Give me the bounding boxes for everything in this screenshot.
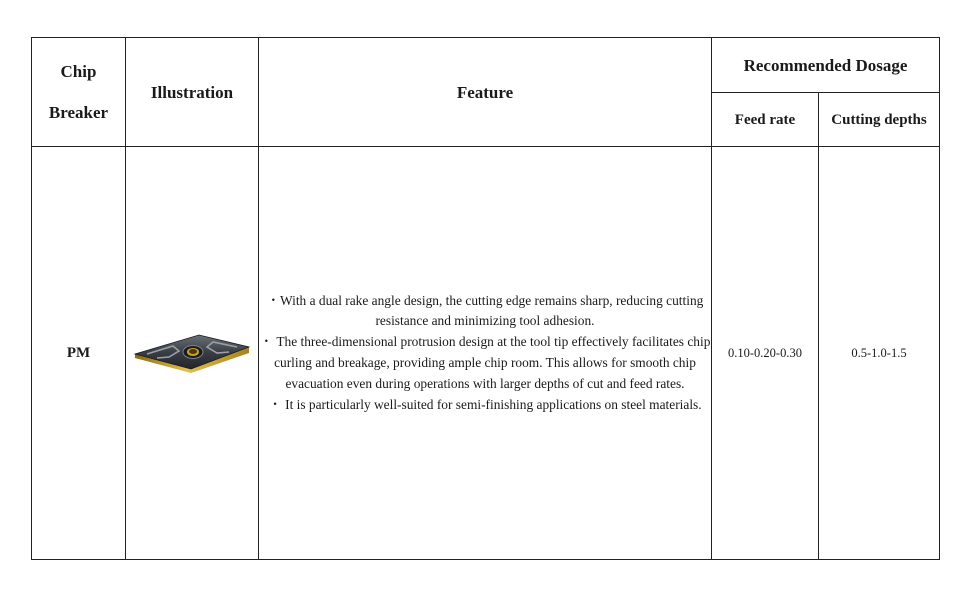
- header-chip-breaker-line1: Chip: [60, 62, 97, 81]
- feature-point-2: ・ The three-dimensional protrusion design at the tool tip effectively facilitates chip curling and breakage, providing ample chip room. This allows for smooth chip evacuation even during operations with larger depths of cut and feed rates.: [259, 334, 711, 391]
- header-illustration: Illustration: [126, 38, 259, 147]
- illustration-cell: [126, 147, 259, 560]
- feature-description: [259, 147, 712, 560]
- header-recommended-dosage: Recommended Dosage: [712, 38, 940, 93]
- feed-rate-value: 0.10-0.20-0.30: [712, 147, 819, 560]
- feature-point-3: ・ It is particularly well-suited for semi-finishing applications on steel materials.: [268, 396, 702, 412]
- carbide-insert-icon: [133, 333, 251, 373]
- header-cutting-depths: Cutting depths: [819, 93, 940, 147]
- feature-point-1: ・With a dual rake angle design, the cutting edge remains sharp, reducing cutting resistance and minimizing tool adhesion.: [266, 292, 704, 329]
- cutting-depths-value: 0.5-1.0-1.5: [819, 147, 940, 560]
- header-chip-breaker-line2: Breaker: [48, 103, 109, 122]
- table-row: [32, 147, 940, 560]
- chip-breaker-table: [31, 37, 940, 560]
- header-chip-breaker: [32, 38, 126, 147]
- header-feed-rate: Feed rate: [712, 93, 819, 147]
- chip-breaker-code: PM: [32, 147, 126, 560]
- header-feature: Feature: [259, 38, 712, 147]
